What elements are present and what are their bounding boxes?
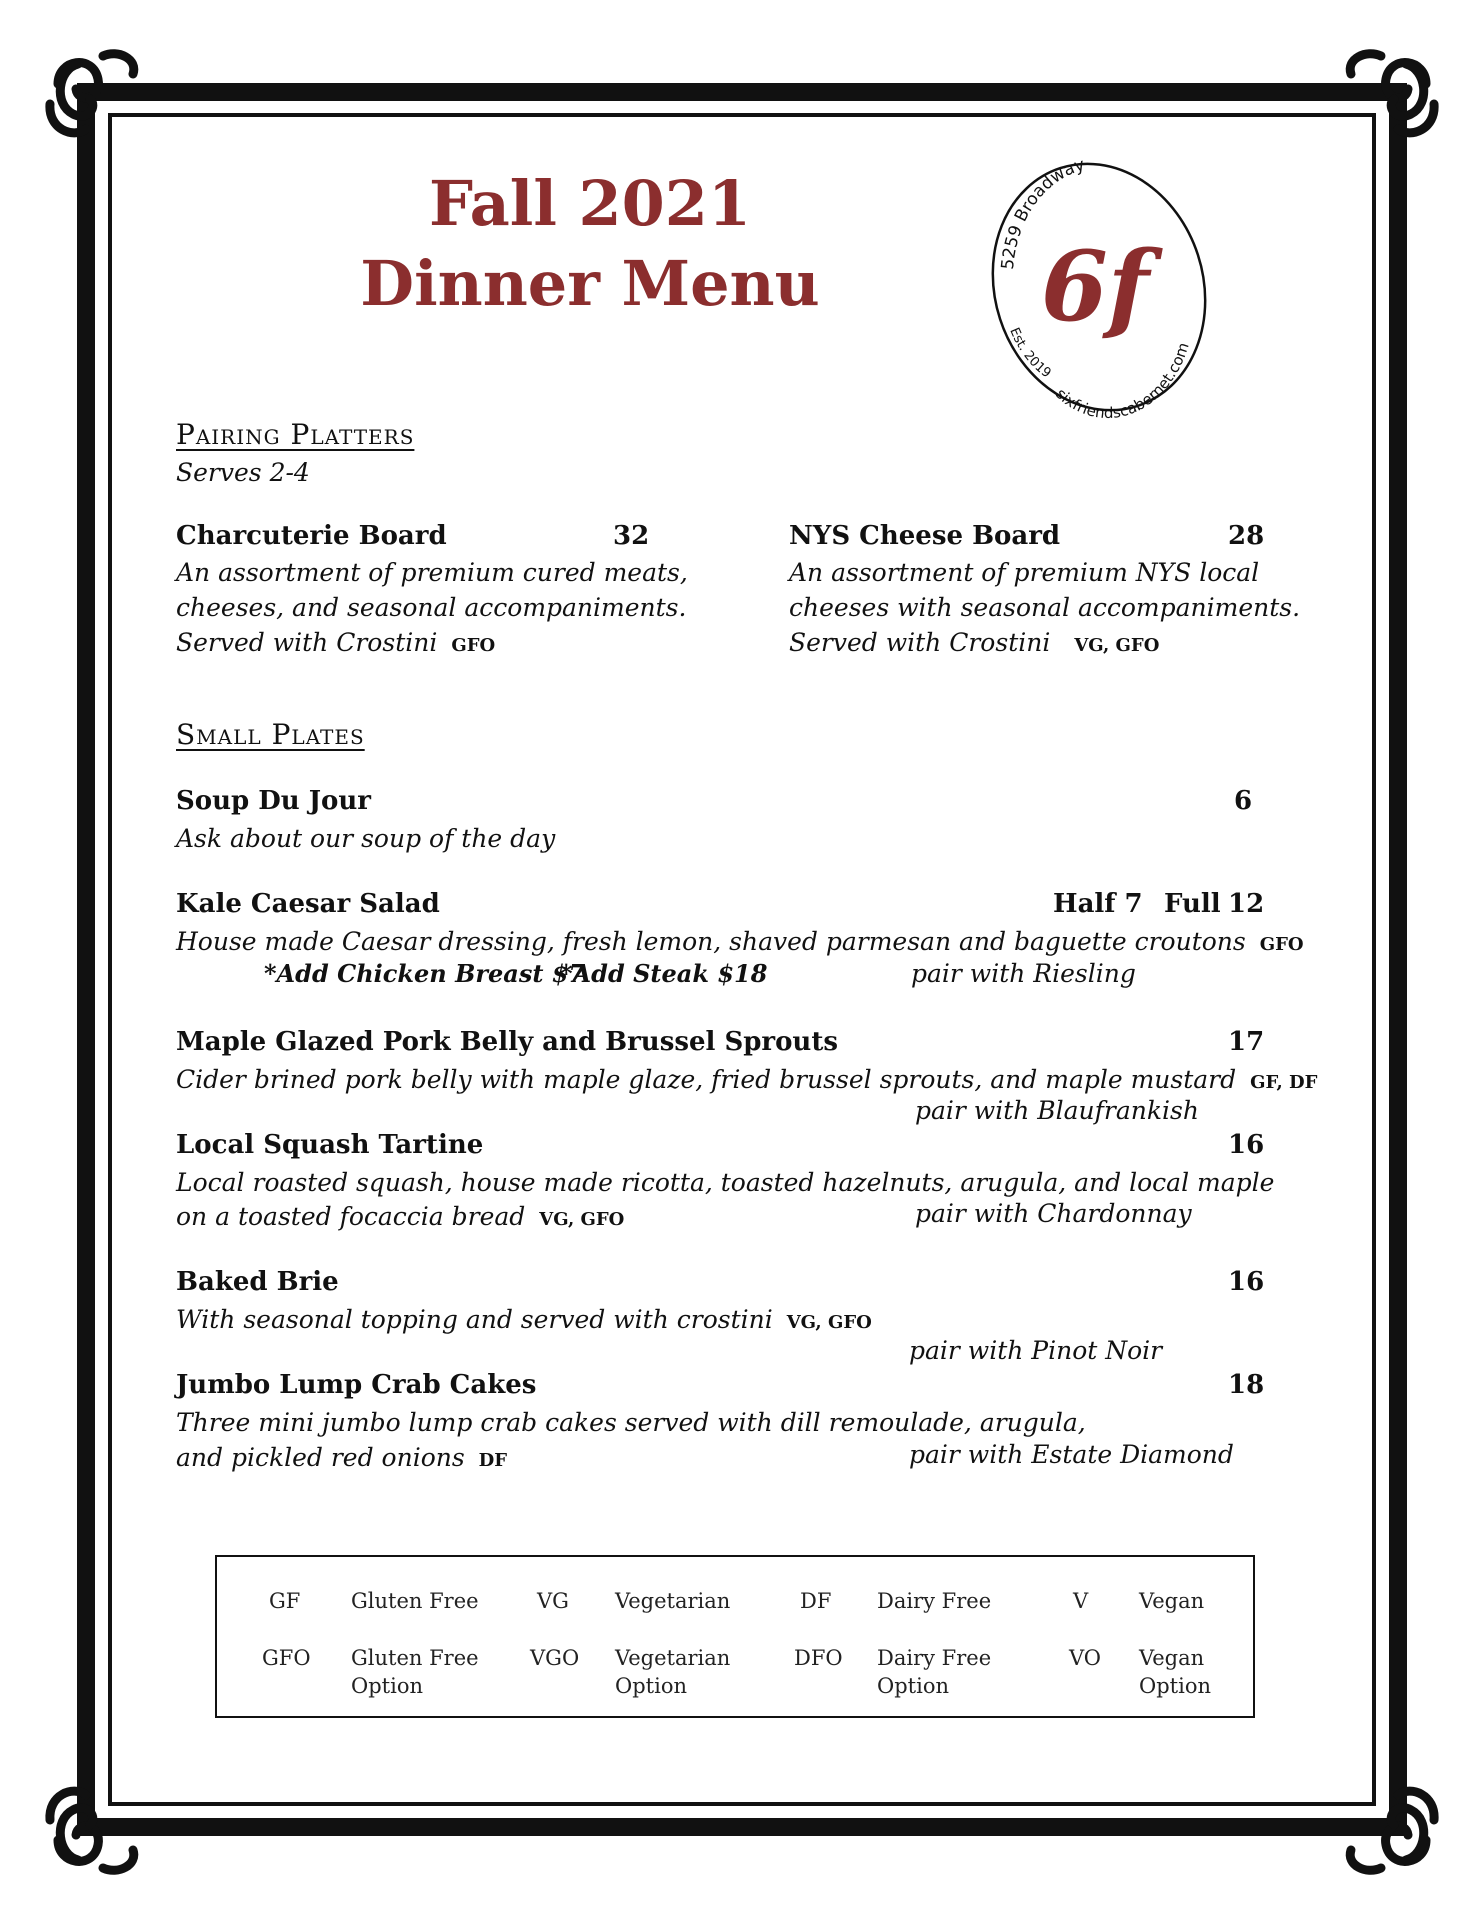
wine-pairing-squash-tartine: pair with Chardonnay xyxy=(915,1199,1192,1228)
addon-steak: *Add Steak $18 xyxy=(560,959,768,988)
item-price-cheese-board: 28 xyxy=(1228,521,1265,551)
item-price-crab-cakes: 18 xyxy=(1228,1370,1265,1400)
logo-monogram: 6f xyxy=(1040,230,1150,343)
item-price-kale-half: Half 7 xyxy=(1053,889,1143,919)
legend-label: Vegan xyxy=(1139,1589,1205,1613)
corner-ornament-bottom-left xyxy=(38,1760,158,1880)
corner-ornament-top-left xyxy=(38,44,158,164)
item-desc-baked-brie: With seasonal topping and served with crostini VG, GFO xyxy=(176,1305,872,1334)
legend-code: VG xyxy=(537,1589,569,1613)
item-name-pork-belly: Maple Glazed Pork Belly and Brussel Sprouts xyxy=(176,1027,838,1057)
legend-code: V xyxy=(1073,1589,1089,1613)
diet-tag: GFO xyxy=(451,635,496,656)
item-price-soup: 6 xyxy=(1234,786,1253,816)
section-title-pairing: Pairing Platters xyxy=(176,418,415,451)
wine-pairing-pork-belly: pair with Blaufrankish xyxy=(915,1096,1199,1125)
item-price-kale-full: 12 xyxy=(1228,889,1265,919)
item-desc-cheese-board-line3: Served with Crostini VG, GFO xyxy=(789,628,1160,657)
logo-address: 5259 Broadway xyxy=(997,154,1087,271)
item-price-squash-tartine: 16 xyxy=(1228,1130,1265,1160)
dietary-legend xyxy=(215,1555,1255,1718)
diet-tag: GFO xyxy=(1259,934,1304,955)
legend-code: DF xyxy=(800,1589,832,1613)
legend-label: Vegan Option xyxy=(1139,1646,1211,1698)
legend-label: Dairy Free xyxy=(877,1589,992,1613)
diet-tag: VG, GFO xyxy=(539,1209,625,1230)
item-desc-squash-tartine-line2: on a toasted focaccia bread VG, GFO xyxy=(176,1202,625,1231)
item-desc-squash-tartine-line1: Local roasted squash, house made ricotta, toasted hazelnuts, arugula, and local maple xyxy=(176,1168,1275,1197)
legend-code: GF xyxy=(269,1589,301,1613)
legend-code: VGO xyxy=(530,1646,580,1670)
diet-tag: GF, DF xyxy=(1250,1072,1318,1093)
item-price-charcuterie: 32 xyxy=(613,521,650,551)
legend-label: Vegetarian Option xyxy=(615,1646,731,1698)
item-desc-soup: Ask about our soup of the day xyxy=(176,824,556,853)
logo-url: sixfriendscabernet.com xyxy=(1052,340,1193,423)
item-name-crab-cakes: Jumbo Lump Crab Cakes xyxy=(176,1370,537,1400)
item-desc-crab-cakes-line1: Three mini jumbo lump crab cakes served with dill remoulade, arugula, xyxy=(176,1408,1086,1437)
item-name-baked-brie: Baked Brie xyxy=(176,1267,339,1297)
wine-pairing-crab-cakes: pair with Estate Diamond xyxy=(909,1440,1234,1469)
diet-tag: VG, GFO xyxy=(1074,635,1160,656)
item-name-charcuterie: Charcuterie Board xyxy=(176,521,447,551)
item-price-kale-full-label: Full xyxy=(1164,889,1221,919)
restaurant-logo xyxy=(985,150,1213,425)
item-price-baked-brie: 16 xyxy=(1228,1267,1265,1297)
item-desc-crab-cakes-line2: and pickled red onions DF xyxy=(176,1443,508,1472)
addon-chicken: *Add Chicken Breast $7 xyxy=(264,959,586,988)
legend-code: DFO xyxy=(794,1646,843,1670)
legend-label: Gluten Free xyxy=(351,1589,479,1613)
legend-code: VO xyxy=(1069,1646,1102,1670)
item-desc-charcuterie-line1: An assortment of premium cured meats, xyxy=(176,558,688,587)
item-name-kale-caesar: Kale Caesar Salad xyxy=(176,889,440,919)
item-desc-charcuterie-line3: Served with Crostini GFO xyxy=(176,628,496,657)
pairing-serves: Serves 2-4 xyxy=(176,458,310,487)
item-name-squash-tartine: Local Squash Tartine xyxy=(176,1130,484,1160)
item-name-soup: Soup Du Jour xyxy=(176,786,371,816)
menu-title-line1: Fall 2021 xyxy=(428,167,752,240)
wine-pairing-baked-brie: pair with Pinot Noir xyxy=(909,1336,1163,1365)
item-desc-kale-caesar: House made Caesar dressing, fresh lemon, shaved parmesan and baguette croutons GFO xyxy=(176,927,1304,956)
item-price-pork-belly: 17 xyxy=(1228,1027,1265,1057)
section-title-small-plates: Small Plates xyxy=(176,718,365,751)
item-name-cheese-board: NYS Cheese Board xyxy=(789,521,1061,551)
item-desc-cheese-board-line2: cheeses with seasonal accompaniments. xyxy=(789,593,1301,622)
legend-code: GFO xyxy=(262,1646,311,1670)
svg-text:sixfriendscabernet.com xyxy=(1052,340,1192,422)
legend-label: Gluten Free Option xyxy=(351,1646,479,1698)
item-desc-charcuterie-line2: cheeses, and seasonal accompaniments. xyxy=(176,593,687,622)
item-desc-cheese-board-line1: An assortment of premium NYS local xyxy=(789,558,1260,587)
legend-label: Dairy Free Option xyxy=(877,1646,992,1698)
logo-established: Est. 2019 xyxy=(1006,325,1054,382)
item-desc-pork-belly: Cider brined pork belly with maple glaze, fried brussel sprouts, and maple mustard GF, DF xyxy=(176,1065,1318,1094)
corner-ornament-bottom-right xyxy=(1326,1760,1446,1880)
diet-tag: VG, GFO xyxy=(786,1312,872,1333)
menu-title-line2: Dinner Menu xyxy=(360,247,820,320)
wine-pairing-kale: pair with Riesling xyxy=(911,959,1136,988)
diet-tag: DF xyxy=(478,1450,508,1471)
corner-ornament-top-right xyxy=(1326,44,1446,164)
legend-label: Vegetarian xyxy=(615,1589,731,1613)
